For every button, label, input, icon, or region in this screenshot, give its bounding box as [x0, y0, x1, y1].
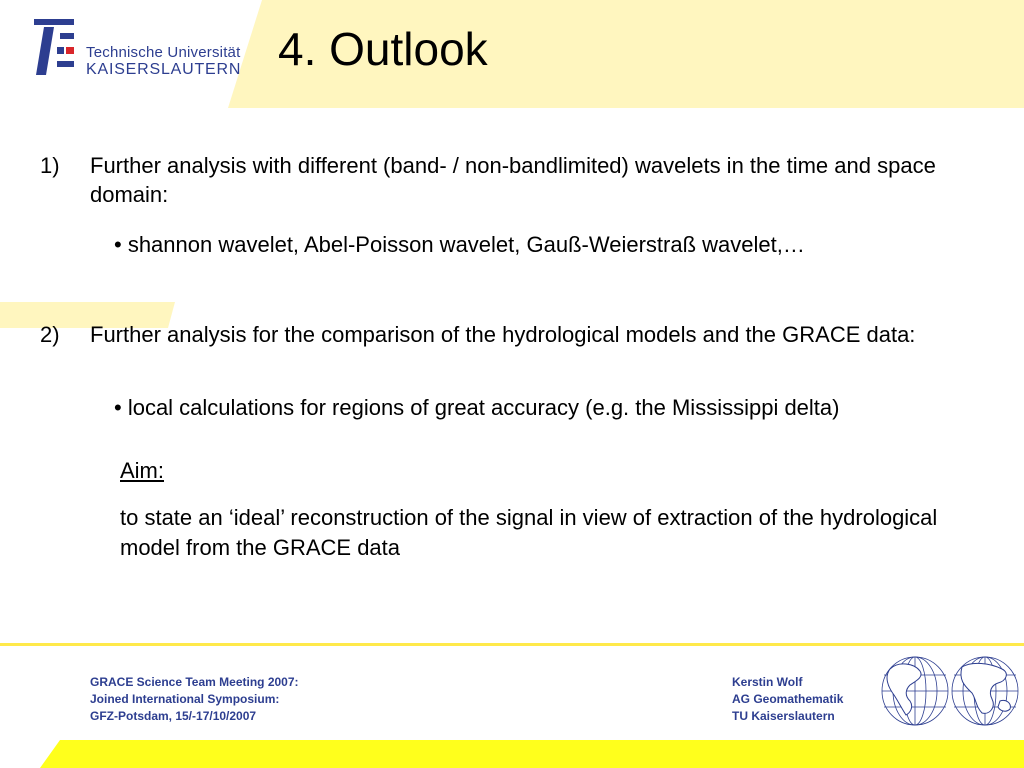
aim-label: Aim: — [120, 458, 164, 483]
footer-author-line: Kerstin Wolf — [732, 675, 803, 689]
university-logo — [32, 17, 242, 79]
item-number: 1) — [40, 153, 60, 178]
item-2-bullet: • local calculations for regions of great accuracy (e.g. the Mississippi delta) — [114, 395, 840, 420]
footer-event-line: GFZ-Potsdam, 15/-17/10/2007 — [90, 709, 257, 723]
item-number: 2) — [40, 322, 60, 347]
item-text: Further analysis for the comparison of the hydrological models and the GRACE data: — [90, 322, 916, 347]
tu-kaiserslautern-logo-icon — [32, 17, 82, 79]
university-name — [86, 44, 241, 78]
footer-author-line: TU Kaiserslautern — [732, 709, 835, 723]
footer-event-line: Joined International Symposium: — [90, 692, 280, 706]
aim-text: to state an ‘ideal’ reconstruction of the signal in view of extraction of the hydrological model from the GRACE data — [120, 505, 938, 560]
bottom-accent-band — [40, 740, 1024, 768]
university-name-line1: Technische Universität — [86, 44, 241, 61]
world-map-grid-icon — [880, 655, 1020, 727]
slide-title: 4. Outlook — [278, 23, 488, 75]
item-1-bullet: • shannon wavelet, Abel-Poisson wavelet, Gauß-Weierstraß wavelet,… — [114, 232, 805, 257]
footer-event-info — [90, 674, 299, 725]
footer-author-line: AG Geomathematik — [732, 692, 844, 706]
footer-divider — [0, 643, 1024, 646]
item-text: Further analysis with different (band- / non-bandlimited) wavelets in the time and space domain: — [90, 153, 936, 207]
footer-event-line: GRACE Science Team Meeting 2007: — [90, 675, 299, 689]
university-name-line2: KAISERSLAUTERN — [86, 61, 242, 78]
footer-author-info — [732, 674, 843, 725]
